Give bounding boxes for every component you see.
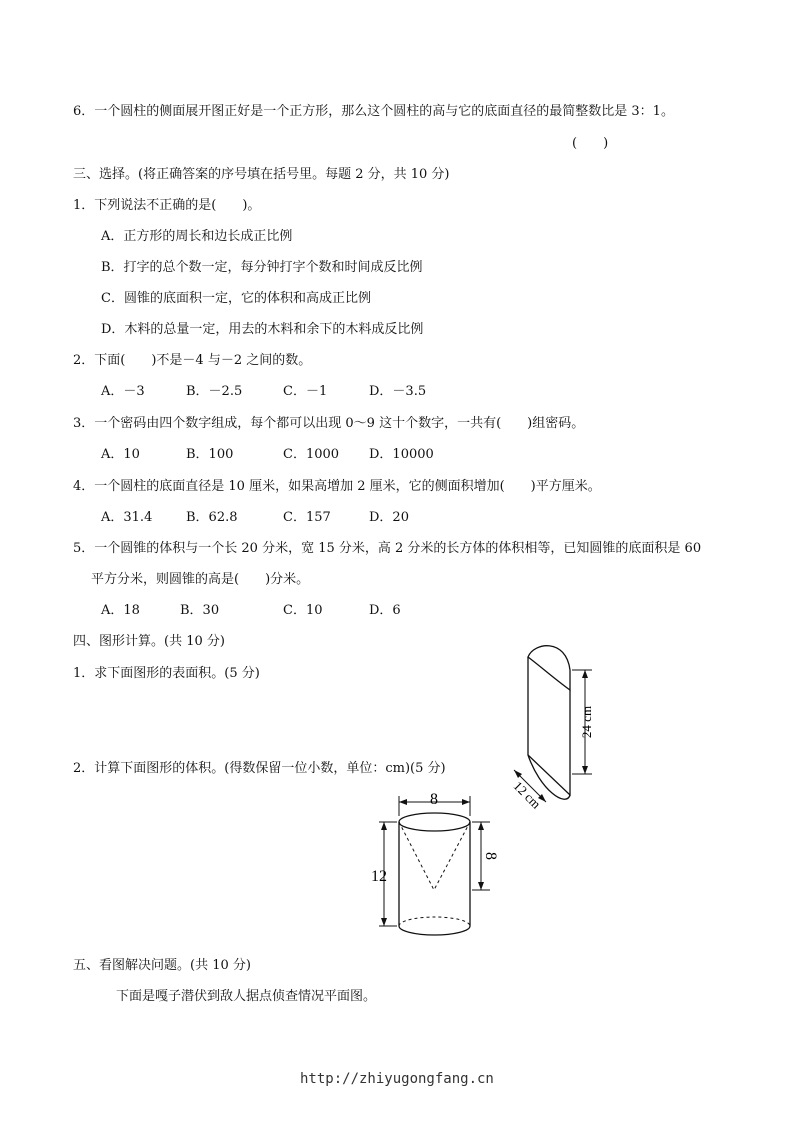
- choice-q5-stem-line2: 平方分米，则圆锥的高是( )分米。: [91, 572, 310, 587]
- choice-q3-option-a: A．10: [101, 447, 140, 462]
- choice-q3-option-b: B．100: [186, 447, 234, 462]
- judge-question-6: 6．一个圆柱的侧面展开图正好是一个正方形，那么这个圆柱的高与它的底面直径的最简整数比是 3：1。: [73, 104, 674, 119]
- diameter-label: 12 cm: [510, 778, 544, 812]
- choice-q1-option-c: C．圆锥的底面积一定，它的体积和高成正比例: [101, 291, 371, 306]
- choice-q5-option-a: A．18: [101, 603, 140, 618]
- choice-q2-option-b: B．－2.5: [186, 384, 243, 399]
- right-label: 8: [482, 852, 499, 860]
- answer-paren: ( ): [572, 136, 609, 151]
- choice-q1-option-a: A．正方形的周长和边长成正比例: [101, 229, 293, 244]
- choice-q4-stem: 4．一个圆柱的底面直径是 10 厘米，如果高增加 2 厘米，它的侧面积增加( )平方厘米。: [73, 479, 601, 494]
- choice-q3-option-c: C．1000: [283, 447, 340, 462]
- section-5-heading: 五、看图解决问题。(共 10 分): [73, 958, 251, 973]
- choice-q5-option-b: B．30: [180, 603, 220, 618]
- choice-q3-option-d: D．10000: [369, 447, 434, 462]
- choice-q1-option-b: B．打字的总个数一定，每分钟打字个数和时间成反比例: [101, 260, 423, 275]
- section-5-intro: 下面是嘎子潜伏到敌人据点侦查情况平面图。: [116, 989, 377, 1004]
- choice-q2-stem: 2．下面( )不是－4 与－2 之间的数。: [73, 353, 312, 368]
- choice-q2-option-a: A．－3: [101, 384, 145, 399]
- choice-q2-option-c: C．－1: [283, 384, 328, 399]
- choice-q1-stem: 1．下列说法不正确的是( )。: [73, 198, 261, 213]
- figure-question-1: 1．求下面图形的表面积。(5 分): [73, 666, 260, 681]
- height-label: 24 cm: [579, 705, 594, 739]
- choice-q5-stem-line1: 5．一个圆锥的体积与一个长 20 分米，宽 15 分米，高 2 分米的长方体的体积相等，已知圆锥的底面积是 60: [73, 541, 702, 556]
- figure-question-2: 2．计算下面图形的体积。(得数保留一位小数，单位：cm)(5 分): [73, 761, 446, 776]
- cut-cylinder-figure: [500, 640, 610, 825]
- choice-q5-option-c: C．10: [283, 603, 323, 618]
- choice-q4-option-b: B．62.8: [186, 510, 238, 525]
- top-label: 8: [430, 791, 438, 808]
- choice-q5-option-d: D．6: [369, 603, 401, 618]
- choice-q4-option-a: A．31.4: [101, 510, 153, 525]
- cylinder-cone-figure: [370, 788, 500, 948]
- left-label: 12: [371, 868, 387, 885]
- section-3-heading: 三、选择。(将正确答案的序号填在括号里。每题 2 分，共 10 分): [73, 167, 450, 182]
- footer-url[interactable]: http://zhiyugongfang.cn: [300, 1071, 494, 1087]
- choice-q2-option-d: D．－3.5: [369, 384, 427, 399]
- choice-q1-option-d: D．木料的总量一定，用去的木料和余下的木料成反比例: [101, 322, 424, 337]
- choice-q4-option-c: C．157: [283, 510, 331, 525]
- choice-q3-stem: 3．一个密码由四个数字组成，每个都可以出现 0～9 这十个数字，一共有( )组密码。: [73, 416, 585, 431]
- section-4-heading: 四、图形计算。(共 10 分): [73, 634, 225, 649]
- choice-q4-option-d: D．20: [369, 510, 409, 525]
